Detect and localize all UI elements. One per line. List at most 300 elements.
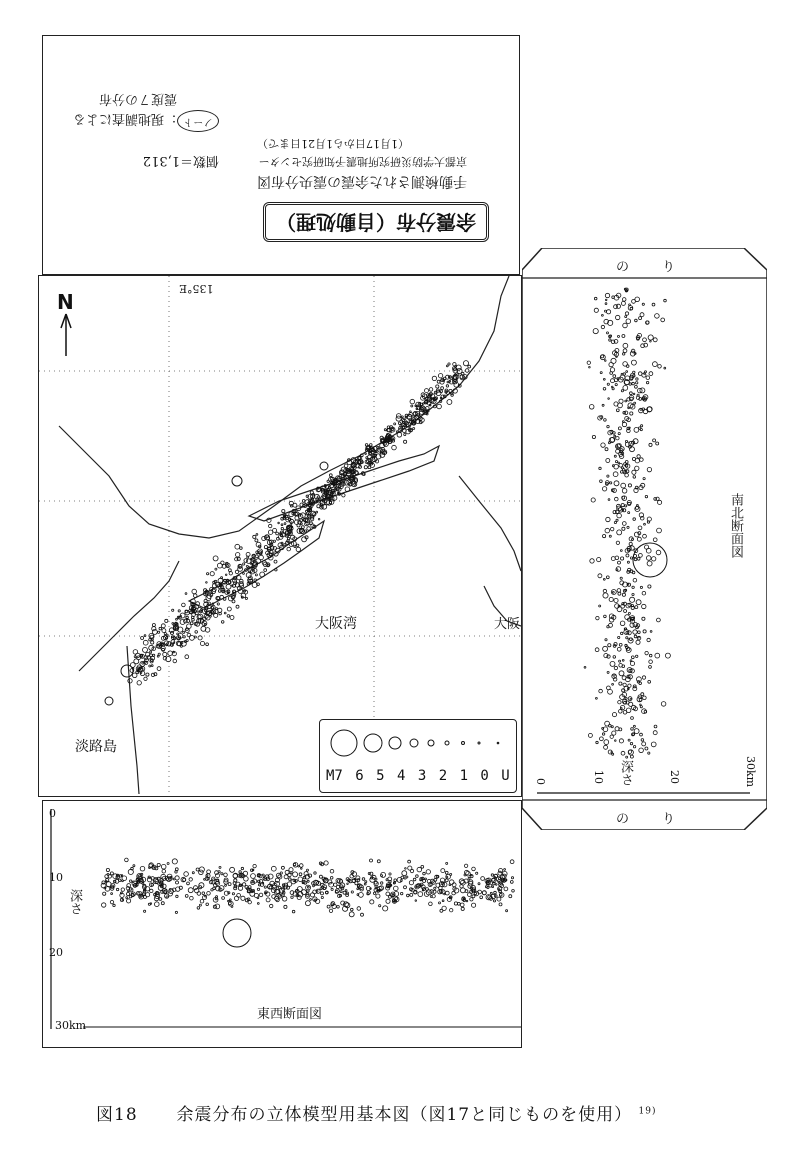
event-marker bbox=[229, 569, 232, 572]
event-marker bbox=[511, 877, 513, 879]
event-marker bbox=[437, 404, 442, 409]
event-marker bbox=[365, 453, 367, 455]
event-marker bbox=[393, 883, 395, 885]
event-marker bbox=[321, 892, 324, 895]
event-marker bbox=[146, 673, 149, 676]
event-marker bbox=[487, 886, 489, 888]
ns-tick-20: 20 bbox=[668, 770, 681, 784]
event-marker bbox=[237, 576, 241, 580]
event-marker bbox=[368, 455, 372, 459]
event-marker bbox=[215, 568, 217, 570]
event-marker bbox=[510, 881, 513, 884]
event-marker bbox=[413, 428, 415, 430]
event-marker bbox=[366, 457, 368, 459]
event-marker bbox=[390, 431, 392, 433]
event-marker bbox=[445, 871, 448, 874]
event-marker bbox=[337, 906, 340, 909]
event-marker bbox=[452, 891, 456, 895]
event-marker bbox=[377, 860, 380, 863]
event-marker bbox=[293, 863, 295, 865]
event-marker bbox=[351, 891, 353, 893]
longitude-tick-label: 135°E bbox=[179, 282, 214, 295]
event-marker bbox=[173, 659, 177, 663]
event-marker bbox=[451, 392, 454, 395]
event-marker bbox=[321, 896, 323, 898]
event-marker bbox=[282, 510, 285, 513]
event-marker bbox=[282, 894, 285, 897]
event-marker bbox=[159, 898, 162, 901]
event-marker bbox=[305, 901, 310, 906]
event-marker bbox=[260, 572, 265, 577]
event-marker bbox=[229, 572, 232, 575]
event-marker bbox=[185, 593, 187, 595]
event-marker bbox=[149, 645, 154, 650]
event-marker bbox=[438, 374, 442, 378]
event-marker bbox=[290, 519, 294, 523]
event-marker bbox=[317, 505, 320, 508]
event-marker bbox=[175, 911, 177, 913]
event-marker bbox=[106, 868, 109, 871]
event-marker bbox=[111, 893, 113, 895]
event-marker bbox=[273, 540, 275, 542]
event-marker bbox=[211, 889, 213, 891]
event-marker bbox=[142, 882, 144, 884]
event-marker bbox=[401, 892, 403, 894]
event-marker bbox=[386, 899, 390, 903]
event-marker bbox=[102, 903, 106, 907]
event-marker bbox=[161, 864, 166, 869]
event-marker bbox=[144, 896, 147, 899]
event-marker bbox=[189, 878, 192, 881]
event-marker bbox=[176, 881, 179, 884]
event-marker bbox=[133, 881, 135, 883]
event-marker bbox=[233, 874, 237, 878]
event-marker bbox=[216, 896, 218, 898]
event-marker bbox=[287, 882, 292, 887]
event-marker bbox=[351, 908, 354, 911]
event-marker bbox=[499, 903, 502, 906]
event-marker bbox=[384, 429, 386, 431]
title-line: 手動検測された余震の震央分布図 bbox=[257, 173, 467, 189]
event-marker bbox=[465, 369, 469, 373]
event-marker bbox=[391, 428, 394, 431]
event-marker bbox=[404, 886, 407, 889]
event-marker bbox=[361, 913, 364, 916]
event-marker bbox=[166, 637, 168, 639]
event-marker bbox=[432, 376, 436, 380]
note-line-2: 震度７の分布 bbox=[98, 91, 177, 106]
event-marker bbox=[199, 867, 204, 872]
figure-reference: 19) bbox=[638, 1106, 657, 1117]
event-marker bbox=[470, 898, 473, 901]
event-marker bbox=[185, 655, 189, 659]
event-marker bbox=[498, 888, 500, 890]
event-marker bbox=[266, 898, 270, 902]
event-marker bbox=[185, 895, 188, 898]
event-marker bbox=[173, 878, 175, 880]
event-marker bbox=[152, 639, 154, 641]
event-marker bbox=[464, 864, 467, 867]
event-marker bbox=[347, 883, 349, 885]
event-marker bbox=[158, 653, 160, 655]
event-marker bbox=[450, 909, 453, 912]
event-marker bbox=[365, 444, 368, 447]
event-marker bbox=[448, 363, 450, 365]
event-marker bbox=[140, 866, 145, 871]
event-marker bbox=[439, 902, 441, 904]
ew-large-event bbox=[223, 919, 251, 947]
event-marker bbox=[318, 518, 320, 520]
event-marker bbox=[192, 872, 194, 874]
event-marker bbox=[239, 871, 241, 873]
event-marker bbox=[218, 590, 221, 593]
event-marker bbox=[383, 906, 388, 911]
event-marker bbox=[302, 537, 307, 542]
event-marker bbox=[402, 416, 404, 418]
event-marker bbox=[429, 902, 433, 906]
ns-title: 南北断面図 bbox=[728, 493, 743, 558]
bay-label: 大阪湾 bbox=[315, 616, 357, 632]
event-marker bbox=[370, 859, 373, 862]
event-marker bbox=[161, 902, 164, 905]
event-marker bbox=[159, 627, 162, 630]
event-marker bbox=[379, 886, 383, 890]
event-marker bbox=[441, 387, 444, 390]
event-marker bbox=[308, 513, 310, 515]
event-marker bbox=[301, 868, 303, 870]
event-marker bbox=[285, 870, 289, 874]
event-marker bbox=[121, 888, 124, 891]
event-marker bbox=[259, 893, 263, 897]
event-marker bbox=[408, 866, 412, 870]
event-marker bbox=[316, 511, 318, 513]
event-marker bbox=[198, 636, 202, 640]
event-marker bbox=[219, 612, 222, 615]
event-marker bbox=[270, 904, 273, 907]
event-marker bbox=[228, 900, 230, 902]
event-marker bbox=[266, 892, 270, 896]
event-marker bbox=[396, 431, 398, 433]
map-svg bbox=[39, 276, 521, 796]
event-marker bbox=[255, 555, 258, 558]
event-marker bbox=[110, 900, 113, 903]
event-marker bbox=[404, 433, 406, 435]
event-marker bbox=[263, 878, 265, 880]
event-marker bbox=[449, 884, 451, 886]
event-marker bbox=[217, 603, 219, 605]
event-marker bbox=[466, 871, 471, 876]
event-marker bbox=[413, 878, 416, 881]
event-marker bbox=[362, 878, 365, 881]
event-marker bbox=[297, 544, 299, 546]
event-marker bbox=[187, 624, 192, 629]
event-marker bbox=[472, 867, 476, 871]
event-marker bbox=[254, 579, 257, 582]
event-marker bbox=[175, 868, 178, 871]
figure-caption bbox=[96, 1100, 656, 1125]
event-marker bbox=[307, 869, 309, 871]
event-marker bbox=[247, 556, 249, 558]
event-marker bbox=[408, 860, 411, 863]
event-marker bbox=[278, 522, 280, 524]
event-marker bbox=[392, 438, 394, 440]
event-marker bbox=[298, 877, 303, 882]
event-marker bbox=[226, 584, 231, 589]
ns-section bbox=[522, 248, 767, 830]
event-marker bbox=[213, 556, 218, 561]
ew-depth-label: 深さ bbox=[67, 889, 82, 915]
ns-tick-30: 30km bbox=[744, 756, 757, 788]
event-marker bbox=[221, 621, 224, 624]
event-marker bbox=[456, 365, 461, 370]
event-marker bbox=[446, 862, 448, 864]
event-marker bbox=[264, 569, 267, 572]
event-marker bbox=[307, 527, 311, 531]
event-marker bbox=[357, 907, 361, 911]
event-marker bbox=[400, 880, 402, 882]
event-marker bbox=[293, 872, 298, 877]
event-marker bbox=[329, 882, 334, 887]
event-marker bbox=[299, 873, 302, 876]
event-marker bbox=[171, 644, 173, 646]
event-marker bbox=[163, 652, 167, 656]
event-marker bbox=[271, 866, 276, 871]
event-marker bbox=[392, 445, 397, 450]
event-marker bbox=[246, 565, 248, 567]
event-marker bbox=[491, 874, 493, 876]
event-marker bbox=[446, 385, 448, 387]
event-marker bbox=[306, 513, 308, 515]
event-marker bbox=[461, 907, 464, 910]
event-marker bbox=[262, 874, 264, 876]
event-marker bbox=[225, 885, 227, 887]
event-marker bbox=[207, 870, 211, 874]
event-marker bbox=[466, 900, 468, 902]
event-marker bbox=[330, 869, 334, 873]
event-marker bbox=[293, 879, 295, 881]
event-marker bbox=[463, 361, 468, 366]
event-marker bbox=[269, 886, 272, 889]
event-marker bbox=[278, 875, 282, 879]
event-marker bbox=[504, 887, 508, 891]
event-marker bbox=[497, 897, 501, 901]
event-marker bbox=[411, 405, 413, 407]
event-marker bbox=[190, 896, 194, 900]
event-marker bbox=[295, 890, 297, 892]
event-marker bbox=[241, 896, 245, 900]
event-marker bbox=[210, 572, 214, 576]
event-marker bbox=[289, 878, 292, 881]
event-marker bbox=[300, 523, 302, 525]
event-marker bbox=[381, 875, 383, 877]
event-marker bbox=[227, 607, 231, 611]
event-marker bbox=[229, 899, 231, 901]
event-marker bbox=[184, 872, 189, 877]
event-marker bbox=[379, 905, 381, 907]
event-marker bbox=[447, 400, 452, 405]
event-marker bbox=[289, 868, 293, 872]
event-marker bbox=[368, 466, 371, 469]
event-marker bbox=[227, 615, 230, 618]
event-marker bbox=[149, 665, 151, 667]
event-marker bbox=[155, 902, 160, 907]
event-marker bbox=[476, 872, 478, 874]
event-marker bbox=[343, 891, 346, 894]
event-marker bbox=[182, 603, 186, 607]
north-arrow bbox=[61, 314, 71, 356]
event-marker bbox=[202, 892, 205, 895]
event-marker bbox=[144, 677, 147, 680]
ns-fold-label-2: り bbox=[662, 260, 676, 275]
event-marker bbox=[222, 897, 225, 900]
event-marker bbox=[425, 878, 427, 880]
event-marker bbox=[410, 893, 413, 896]
event-marker bbox=[329, 474, 332, 477]
event-marker bbox=[440, 909, 443, 912]
event-marker bbox=[137, 681, 141, 685]
event-marker bbox=[359, 893, 364, 898]
event-marker bbox=[394, 892, 399, 897]
event-marker bbox=[127, 892, 130, 895]
event-marker bbox=[453, 363, 456, 366]
event-marker bbox=[234, 896, 238, 900]
event-marker bbox=[307, 890, 310, 893]
event-marker bbox=[290, 524, 292, 526]
event-marker bbox=[307, 880, 309, 882]
event-marker bbox=[324, 861, 328, 865]
event-marker bbox=[421, 865, 424, 868]
event-marker bbox=[276, 532, 279, 535]
event-marker bbox=[281, 866, 284, 869]
event-marker bbox=[194, 636, 196, 638]
event-marker bbox=[152, 627, 156, 631]
event-marker bbox=[416, 875, 419, 878]
event-marker bbox=[504, 869, 506, 871]
event-marker bbox=[235, 544, 240, 549]
event-marker bbox=[287, 547, 291, 551]
event-marker bbox=[296, 547, 300, 551]
event-marker bbox=[215, 898, 217, 900]
event-marker bbox=[161, 624, 165, 628]
event-marker bbox=[370, 444, 373, 447]
event-marker bbox=[442, 900, 444, 902]
period-line: （1月17日から1月21日まで） bbox=[257, 137, 409, 150]
event-marker bbox=[242, 883, 245, 886]
event-marker bbox=[284, 905, 287, 908]
magnitude-legend-circles bbox=[320, 720, 514, 764]
ns-fold-label-3: の bbox=[616, 812, 630, 827]
event-marker bbox=[144, 635, 146, 637]
event-marker bbox=[323, 887, 325, 889]
event-marker bbox=[200, 641, 204, 645]
event-marker bbox=[397, 433, 402, 438]
event-marker bbox=[149, 639, 151, 641]
event-marker bbox=[284, 523, 286, 525]
event-marker bbox=[300, 864, 304, 868]
event-marker bbox=[346, 892, 348, 894]
event-marker bbox=[150, 889, 153, 892]
event-marker bbox=[290, 872, 292, 874]
event-marker bbox=[297, 524, 300, 527]
event-marker bbox=[172, 859, 177, 864]
event-marker bbox=[259, 555, 264, 560]
event-marker bbox=[151, 665, 153, 667]
event-marker bbox=[364, 883, 366, 885]
event-marker bbox=[295, 516, 299, 520]
event-marker bbox=[196, 868, 199, 871]
event-marker bbox=[103, 892, 106, 895]
event-marker bbox=[423, 403, 425, 405]
event-marker bbox=[221, 873, 223, 875]
event-marker bbox=[275, 569, 277, 571]
event-marker bbox=[313, 885, 315, 887]
event-marker bbox=[178, 610, 180, 612]
event-marker bbox=[110, 872, 113, 875]
event-marker bbox=[426, 870, 430, 874]
ew-title: 東西断面図 bbox=[257, 1007, 323, 1022]
event-marker bbox=[157, 863, 160, 866]
island-label: 淡路島 bbox=[75, 739, 117, 755]
event-marker bbox=[410, 399, 415, 404]
event-marker bbox=[183, 631, 185, 633]
note-tag-text: ノート bbox=[183, 116, 213, 127]
event-marker bbox=[306, 495, 308, 497]
event-marker bbox=[255, 574, 257, 576]
event-marker bbox=[205, 594, 207, 596]
title-box bbox=[263, 202, 489, 242]
event-marker bbox=[255, 539, 258, 542]
event-marker bbox=[175, 871, 177, 873]
event-marker bbox=[224, 873, 228, 877]
event-marker bbox=[340, 891, 342, 893]
event-marker bbox=[367, 446, 369, 448]
event-marker bbox=[244, 877, 249, 882]
event-marker bbox=[460, 903, 464, 907]
ew-tick-0: 0 bbox=[49, 807, 56, 820]
event-marker bbox=[446, 365, 448, 367]
event-marker bbox=[349, 912, 354, 917]
event-marker bbox=[404, 877, 406, 879]
event-marker bbox=[420, 879, 422, 881]
event-marker bbox=[172, 609, 174, 611]
event-marker bbox=[389, 873, 391, 875]
event-marker bbox=[354, 483, 356, 485]
event-marker bbox=[405, 868, 407, 870]
event-marker bbox=[180, 615, 182, 617]
event-marker bbox=[157, 667, 161, 671]
event-marker bbox=[214, 613, 218, 617]
event-marker bbox=[113, 904, 115, 906]
event-marker bbox=[167, 863, 169, 865]
event-marker bbox=[257, 888, 259, 890]
event-marker bbox=[472, 903, 476, 907]
title-panel bbox=[42, 35, 520, 275]
event-marker bbox=[314, 872, 316, 874]
ew-tick-10: 10 bbox=[49, 871, 63, 884]
event-marker bbox=[239, 884, 242, 887]
event-marker bbox=[192, 618, 195, 621]
event-marker bbox=[445, 891, 449, 895]
event-marker bbox=[468, 877, 470, 879]
event-marker bbox=[415, 900, 417, 902]
event-marker bbox=[407, 894, 410, 897]
city-label: 大阪 bbox=[494, 617, 521, 632]
event-marker bbox=[490, 892, 492, 894]
event-marker bbox=[236, 605, 239, 608]
event-marker bbox=[232, 893, 234, 895]
epicenter-map bbox=[38, 275, 522, 797]
figure-caption-text: 余震分布の立体模型用基本図（図17と同じものを使用） bbox=[176, 1105, 633, 1125]
